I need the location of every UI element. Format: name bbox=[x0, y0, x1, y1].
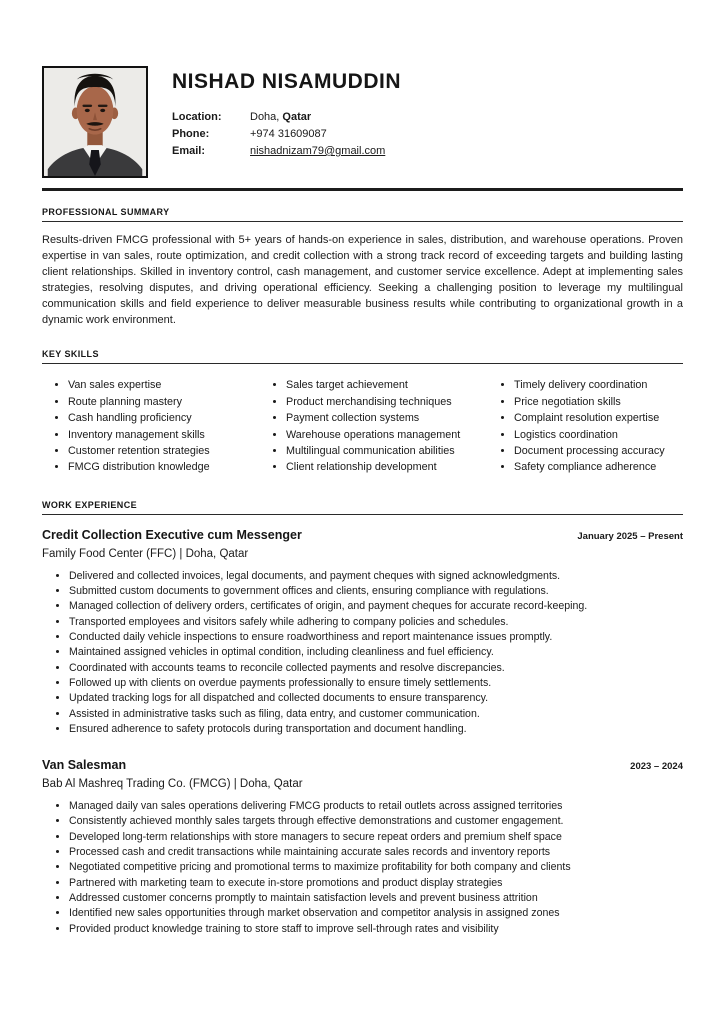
job-1-dates: January 2025 – Present bbox=[577, 530, 683, 542]
location-label: Location: bbox=[172, 111, 222, 123]
job-bullet: • Submitted custom documents to government offices and clients, ensuring compliance with regulations. bbox=[69, 584, 683, 599]
work-experience-heading: WORK EXPERIENCE bbox=[42, 500, 683, 515]
job-2-title: Van Salesman bbox=[42, 758, 127, 773]
skill-item: • Logistics coordination bbox=[514, 427, 683, 443]
skill-item: • Complaint resolution expertise bbox=[514, 410, 683, 426]
job-bullet: • Assisted in administrative tasks such as filing, data entry, and customer communication. bbox=[69, 707, 683, 722]
job-2-bullets bbox=[42, 799, 683, 937]
contact-block bbox=[172, 109, 401, 160]
job-entry-1 bbox=[42, 528, 683, 737]
skill-item: • Cash handling proficiency bbox=[68, 410, 260, 426]
job-2-header bbox=[42, 758, 683, 772]
candidate-name: NISHAD NISAMUDDIN bbox=[172, 70, 401, 93]
location-value: Doha, Qatar bbox=[250, 111, 312, 123]
job-1-title: Credit Collection Executive cum Messenger bbox=[42, 527, 302, 542]
skill-item: • Price negotiation skills bbox=[514, 394, 683, 410]
skill-item: • Route planning mastery bbox=[68, 394, 260, 410]
job-2-company: Bab Al Mashreq Trading Co. (FMCG) | Doha, Qatar bbox=[42, 778, 303, 791]
job-bullet: • Ensured adherence to safety protocols during transportation and document handling. bbox=[69, 722, 683, 737]
phone-label: Phone: bbox=[172, 128, 210, 140]
resume-header bbox=[42, 66, 683, 178]
professional-summary-heading: PROFESSIONAL SUMMARY bbox=[42, 207, 683, 222]
job-bullet: • Maintained assigned vehicles in optimal condition, including cleanliness and fuel efficiency. bbox=[69, 645, 683, 660]
skills-column-1 bbox=[42, 377, 260, 475]
job-bullet: • Consistently achieved monthly sales targets through effective demonstrations and customer engagement. bbox=[69, 814, 683, 829]
skill-item: • Inventory management skills bbox=[68, 427, 260, 443]
job-bullet: • Delivered and collected invoices, legal documents, and payment cheques with signed acknowledgments. bbox=[69, 569, 683, 584]
job-bullet: • Negotiated competitive pricing and promotional terms to maximize profitability for both company and clients bbox=[69, 860, 683, 875]
job-bullet: • Conducted daily vehicle inspections to ensure roadworthiness and report maintenance issues promptly. bbox=[69, 630, 683, 645]
contact-row-email bbox=[172, 143, 401, 160]
header-text-block bbox=[172, 66, 401, 160]
skill-item: • Safety compliance adherence bbox=[514, 459, 683, 475]
job-bullet: • Transported employees and visitors safely while adhering to company policies and schedules. bbox=[69, 615, 683, 630]
job-bullet: • Provided product knowledge training to store staff to improve sell-through rates and visibility bbox=[69, 922, 683, 937]
contact-row-location bbox=[172, 109, 401, 126]
skills-grid bbox=[42, 377, 683, 475]
section-professional-summary bbox=[42, 207, 683, 328]
phone-value: +974 31609087 bbox=[250, 128, 327, 140]
skill-item: • Customer retention strategies bbox=[68, 443, 260, 459]
skill-item: • Multilingual communication abilities bbox=[286, 443, 490, 459]
email-label: Email: bbox=[172, 145, 206, 157]
skill-item: • FMCG distribution knowledge bbox=[68, 459, 260, 475]
skill-item: • Warehouse operations management bbox=[286, 427, 490, 443]
job-bullet: • Identified new sales opportunities through market observation and competitor analysis in assigned zones bbox=[69, 906, 683, 921]
skill-item: • Product merchandising techniques bbox=[286, 394, 490, 410]
job-bullet: • Updated tracking logs for all dispatched and collected documents to ensure transparency. bbox=[69, 691, 683, 706]
header-divider bbox=[42, 188, 683, 191]
email-link[interactable]: nishadnizam79@gmail.com bbox=[250, 145, 386, 157]
skill-item: • Timely delivery coordination bbox=[514, 377, 683, 393]
job-1-company: Family Food Center (FFC) | Doha, Qatar bbox=[42, 547, 249, 560]
job-1-header bbox=[42, 528, 683, 542]
job-bullet: • Developed long-term relationships with store managers to secure repeat orders and premium shelf space bbox=[69, 830, 683, 845]
job-bullet: • Addressed customer concerns promptly to maintain satisfaction levels and prevent business attrition bbox=[69, 891, 683, 906]
contact-row-phone bbox=[172, 126, 401, 143]
skill-item: • Document processing accuracy bbox=[514, 443, 683, 459]
job-2-dates: 2023 – 2024 bbox=[630, 761, 683, 773]
job-bullet: • Followed up with clients on overdue payments professionally to ensure timely settlements. bbox=[69, 676, 683, 691]
job-bullet: • Managed collection of delivery orders, certificates of origin, and payment cheques for accurate record-keeping. bbox=[69, 599, 683, 614]
skill-item: • Payment collection systems bbox=[286, 410, 490, 426]
job-1-bullets bbox=[42, 569, 683, 737]
skill-item: • Van sales expertise bbox=[68, 377, 260, 393]
section-key-skills bbox=[42, 349, 683, 475]
skill-item: • Sales target achievement bbox=[286, 377, 490, 393]
job-entry-2 bbox=[42, 758, 683, 937]
job-bullet: • Coordinated with accounts teams to reconcile collected payments and resolve discrepancies. bbox=[69, 661, 683, 676]
skills-column-2 bbox=[260, 377, 490, 475]
professional-summary-text: Results-driven FMCG professional with 5+ years of hands-on experience in sales, distribution, and warehouse operations. Proven expertise in van sales, route optimization, and credit collection with a strong track record of exceeding targets and building lasting client relationships. Skilled in inventory control, cash management, and customer service excellence. Adept at implementing sales strategies, resolving disputes, and driving operational efficiency. Seeking a challenging position to leverage my multilingual communication skills and field experience to deliver measurable business results while contributing to organizational growth in a dynamic work environment. bbox=[42, 234, 683, 326]
skills-column-3 bbox=[490, 377, 683, 475]
job-bullet: • Managed daily van sales operations delivering FMCG products to retail outlets across assigned territories bbox=[69, 799, 683, 814]
key-skills-heading: KEY SKILLS bbox=[42, 349, 683, 364]
job-bullet: • Partnered with marketing team to execute in-store promotions and product display strategies bbox=[69, 876, 683, 891]
section-work-experience bbox=[42, 500, 683, 937]
portrait-photo bbox=[42, 66, 148, 178]
skill-item: • Client relationship development bbox=[286, 459, 490, 475]
job-bullet: • Processed cash and credit transactions while maintaining accurate sales records and inventory reports bbox=[69, 845, 683, 860]
portrait-photo-illustration bbox=[44, 68, 146, 176]
